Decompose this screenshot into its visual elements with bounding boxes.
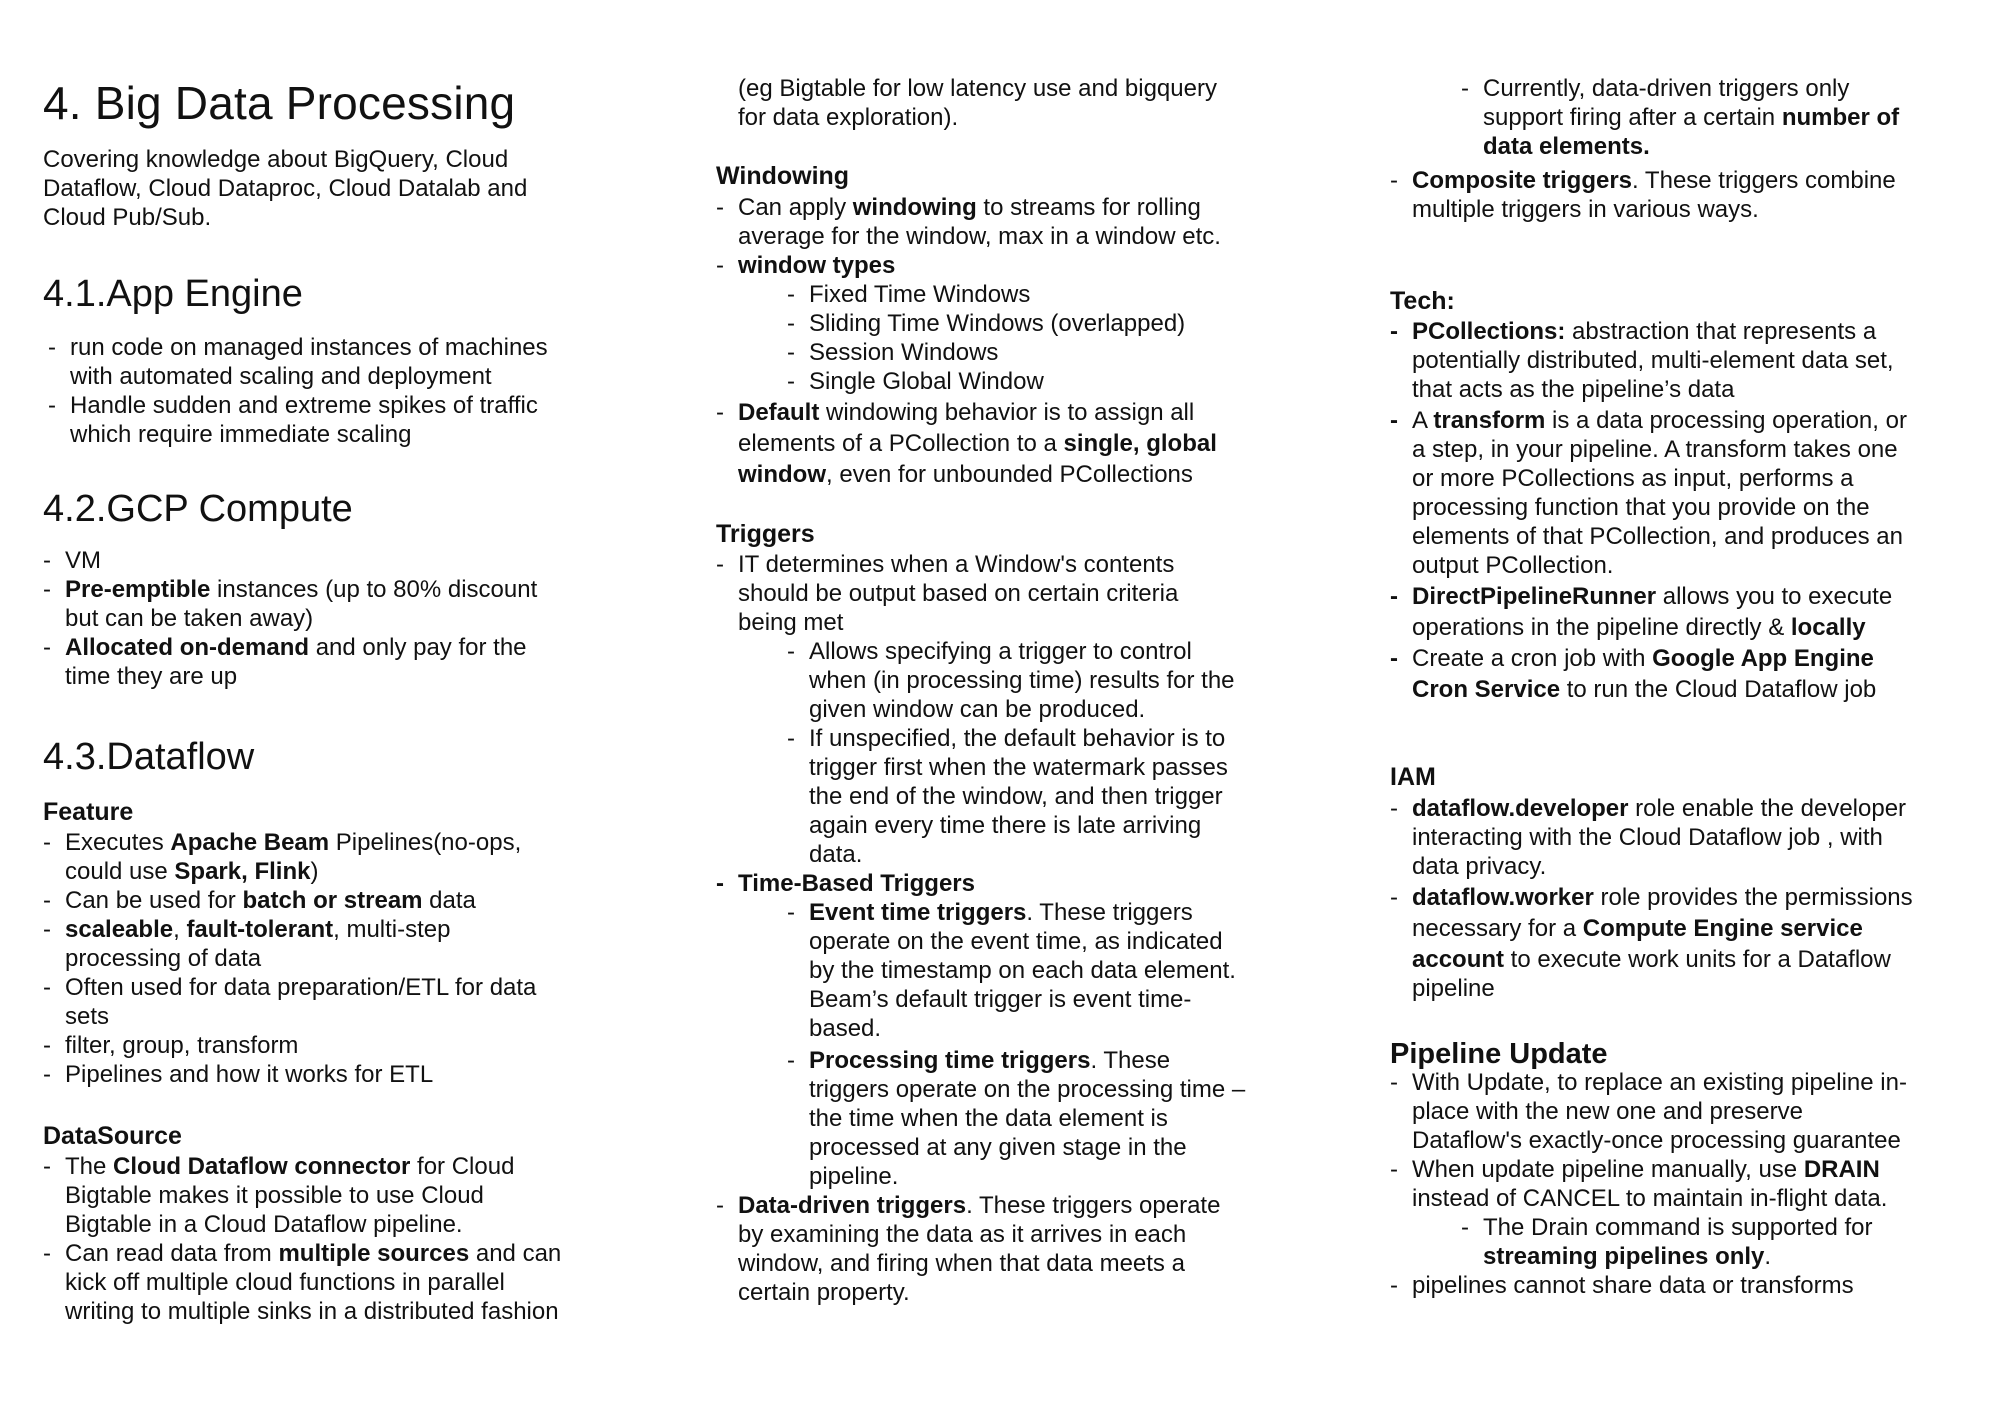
list-item: - Processing time triggers. These triggers operate on the processing time – the time when the data element is processed at any given stage in the pipeline. <box>787 1047 1246 1190</box>
list-item: - Can apply windowing to streams for rolling average for the window, max in a window etc. <box>716 194 1221 250</box>
list-item: - Can read data from multiple sources and can kick off multiple cloud functions in parallel writing to multiple sinks in a distributed fashion <box>43 1240 562 1325</box>
list-item: - Session Windows <box>787 339 999 366</box>
list-item: - Fixed Time Windows <box>787 281 1031 308</box>
list-item: - dataflow.developer role enable the developer interacting with the Cloud Dataflow job , with data privacy. <box>1390 795 1907 880</box>
datasource-list <box>43 1152 562 1326</box>
list-item: - Currently, data-driven triggers only support firing after a certain number of data elements. <box>1461 75 1900 160</box>
list-item: - filter, group, transform <box>43 1032 299 1059</box>
list-item: - pipelines cannot share data or transforms <box>1390 1272 1854 1299</box>
list-item: - Time-Based Triggers - Event time triggers. These triggers operate on the event time, as indicated by the timestamp on each data element. Beam’s default trigger is event time- based. - Processing time triggers. These triggers operate on the processing time – the time when the data element is processed at any given stage in the pipeline. <box>716 870 1246 1190</box>
list-item: - A transform is a data processing operation, or a step, in your pipeline. A transform takes one or more PCollections as input, performs a processing function that you provide on the elements of that PCollection, and produces an output PCollection. <box>1390 407 1907 579</box>
triggers-sublist <box>787 637 1245 869</box>
subheading-pipeline-update: Pipeline Update <box>1390 1038 1608 1070</box>
section-heading-app-engine: 4.1.App Engine <box>43 273 303 315</box>
windowing-list <box>716 193 1221 489</box>
intro-line: Cloud Pub/Sub. <box>43 204 212 231</box>
list-item: - scaleable, fault-tolerant, multi-step processing of data <box>43 916 451 972</box>
intro-paragraph <box>43 145 527 232</box>
datasource-continuation: (eg Bigtable for low latency use and bigquery for data exploration). <box>738 75 1217 131</box>
list-item: - Allows specifying a trigger to control when (in processing time) results for the given window can be produced. <box>787 638 1235 723</box>
list-item: - Pipelines and how it works for ETL <box>43 1061 434 1088</box>
list-item: - run code on managed instances of machines with automated scaling and deployment <box>48 334 548 390</box>
list-item: - Allocated on-demand and only pay for the time they are up <box>43 634 527 690</box>
list-item: - If unspecified, the default behavior is to trigger first when the watermark passes the end of the window, and then trigger again every time there is late arriving data. <box>787 725 1228 868</box>
gcp-compute-list <box>43 546 538 691</box>
subheading-datasource: DataSource <box>43 1122 182 1150</box>
list-item: - The Cloud Dataflow connector for Cloud Bigtable makes it possible to use Cloud Bigtable in a Cloud Dataflow pipeline. <box>43 1153 515 1238</box>
section-heading-dataflow: 4.3.Dataflow <box>43 736 255 778</box>
feature-list <box>43 828 537 1089</box>
list-item: - Pre-emptible instances (up to 80% discount but can be taken away) <box>43 576 538 632</box>
time-based-triggers-list <box>787 898 1246 1191</box>
tech-list <box>1390 317 1907 704</box>
list-item: - Composite triggers. These triggers combine multiple triggers in various ways. <box>1390 167 1896 223</box>
list-item: - Default windowing behavior is to assign all elements of a PCollection to a single, global window, even for unbounded PCollections <box>716 399 1217 488</box>
list-item: - PCollections: abstraction that represents a potentially distributed, multi-element data set, that acts as the pipeline’s data <box>1390 318 1894 403</box>
list-item: - Often used for data preparation/ETL for data sets <box>43 974 537 1030</box>
intro-line: Covering knowledge about BigQuery, Cloud <box>43 146 509 173</box>
list-item: - Single Global Window <box>787 368 1044 395</box>
list-item: - Handle sudden and extreme spikes of traffic which require immediate scaling <box>48 392 538 448</box>
list-item: - Create a cron job with Google App Engine Cron Service to run the Cloud Dataflow job <box>1390 645 1877 703</box>
list-item: - window types - Fixed Time Windows - Sliding Time Windows (overlapped) - Session Windows - Single Global Window <box>738 251 1221 396</box>
list-item: - IT determines when a Window's contents should be output based on certain criteria being met - Allows specifying a trigger to control when (in processing time) results for the given window can be produced. - If unspecified, the default behavior is to trigger first when the watermark passes the end of the window, and then trigger again every time there is late arriving data. <box>738 550 1245 869</box>
subheading-tech: Tech: <box>1390 287 1455 315</box>
triggers-list <box>716 550 1246 1307</box>
list-item: - Data-driven triggers. These triggers operate by examining the data as it arrives in each window, and firing when that data meets a certain property. <box>716 1192 1221 1306</box>
iam-list <box>1390 794 1913 1003</box>
list-item: - The Drain command is supported for streaming pipelines only. <box>1461 1214 1873 1270</box>
list-item: - Sliding Time Windows (overlapped) <box>787 310 1186 337</box>
list-item: - Event time triggers. These triggers operate on the event time, as indicated by the timestamp on each data element. Beam’s default trigger is event time- based. <box>787 899 1236 1042</box>
list-item: - dataflow.worker role provides the permissions necessary for a Compute Engine service account to execute work units for a Dataflow pipeline <box>1390 884 1913 1002</box>
page-title: 4. Big Data Processing <box>43 77 516 129</box>
app-engine-list <box>48 333 548 449</box>
window-types-list <box>787 280 1221 396</box>
subheading-triggers: Triggers <box>716 520 815 548</box>
section-heading-gcp-compute: 4.2.GCP Compute <box>43 488 353 530</box>
drain-sublist <box>1461 1213 1907 1271</box>
pipeline-update-list <box>1390 1068 1907 1300</box>
list-item: - DirectPipelineRunner allows you to execute operations in the pipeline directly & locally <box>1390 583 1893 641</box>
subheading-feature: Feature <box>43 798 134 826</box>
list-item: - With Update, to replace an existing pipeline in- place with the new one and preserve Dataflow's exactly-once processing guarantee <box>1390 1069 1907 1154</box>
composite-triggers-list <box>1390 166 1896 224</box>
list-item: - When update pipeline manually, use DRAIN instead of CANCEL to maintain in-flight data. - The Drain command is supported for streaming pipelines only. <box>1412 1155 1907 1271</box>
list-item: - VM <box>43 547 101 574</box>
data-driven-sublist <box>1461 74 1900 161</box>
subheading-iam: IAM <box>1390 763 1436 791</box>
intro-line: Dataflow, Cloud Dataproc, Cloud Datalab and <box>43 175 528 202</box>
list-item: - Executes Apache Beam Pipelines(no-ops, could use Spark, Flink) <box>43 829 522 885</box>
list-item: - Can be used for batch or stream data <box>43 887 476 914</box>
subheading-windowing: Windowing <box>716 162 850 190</box>
